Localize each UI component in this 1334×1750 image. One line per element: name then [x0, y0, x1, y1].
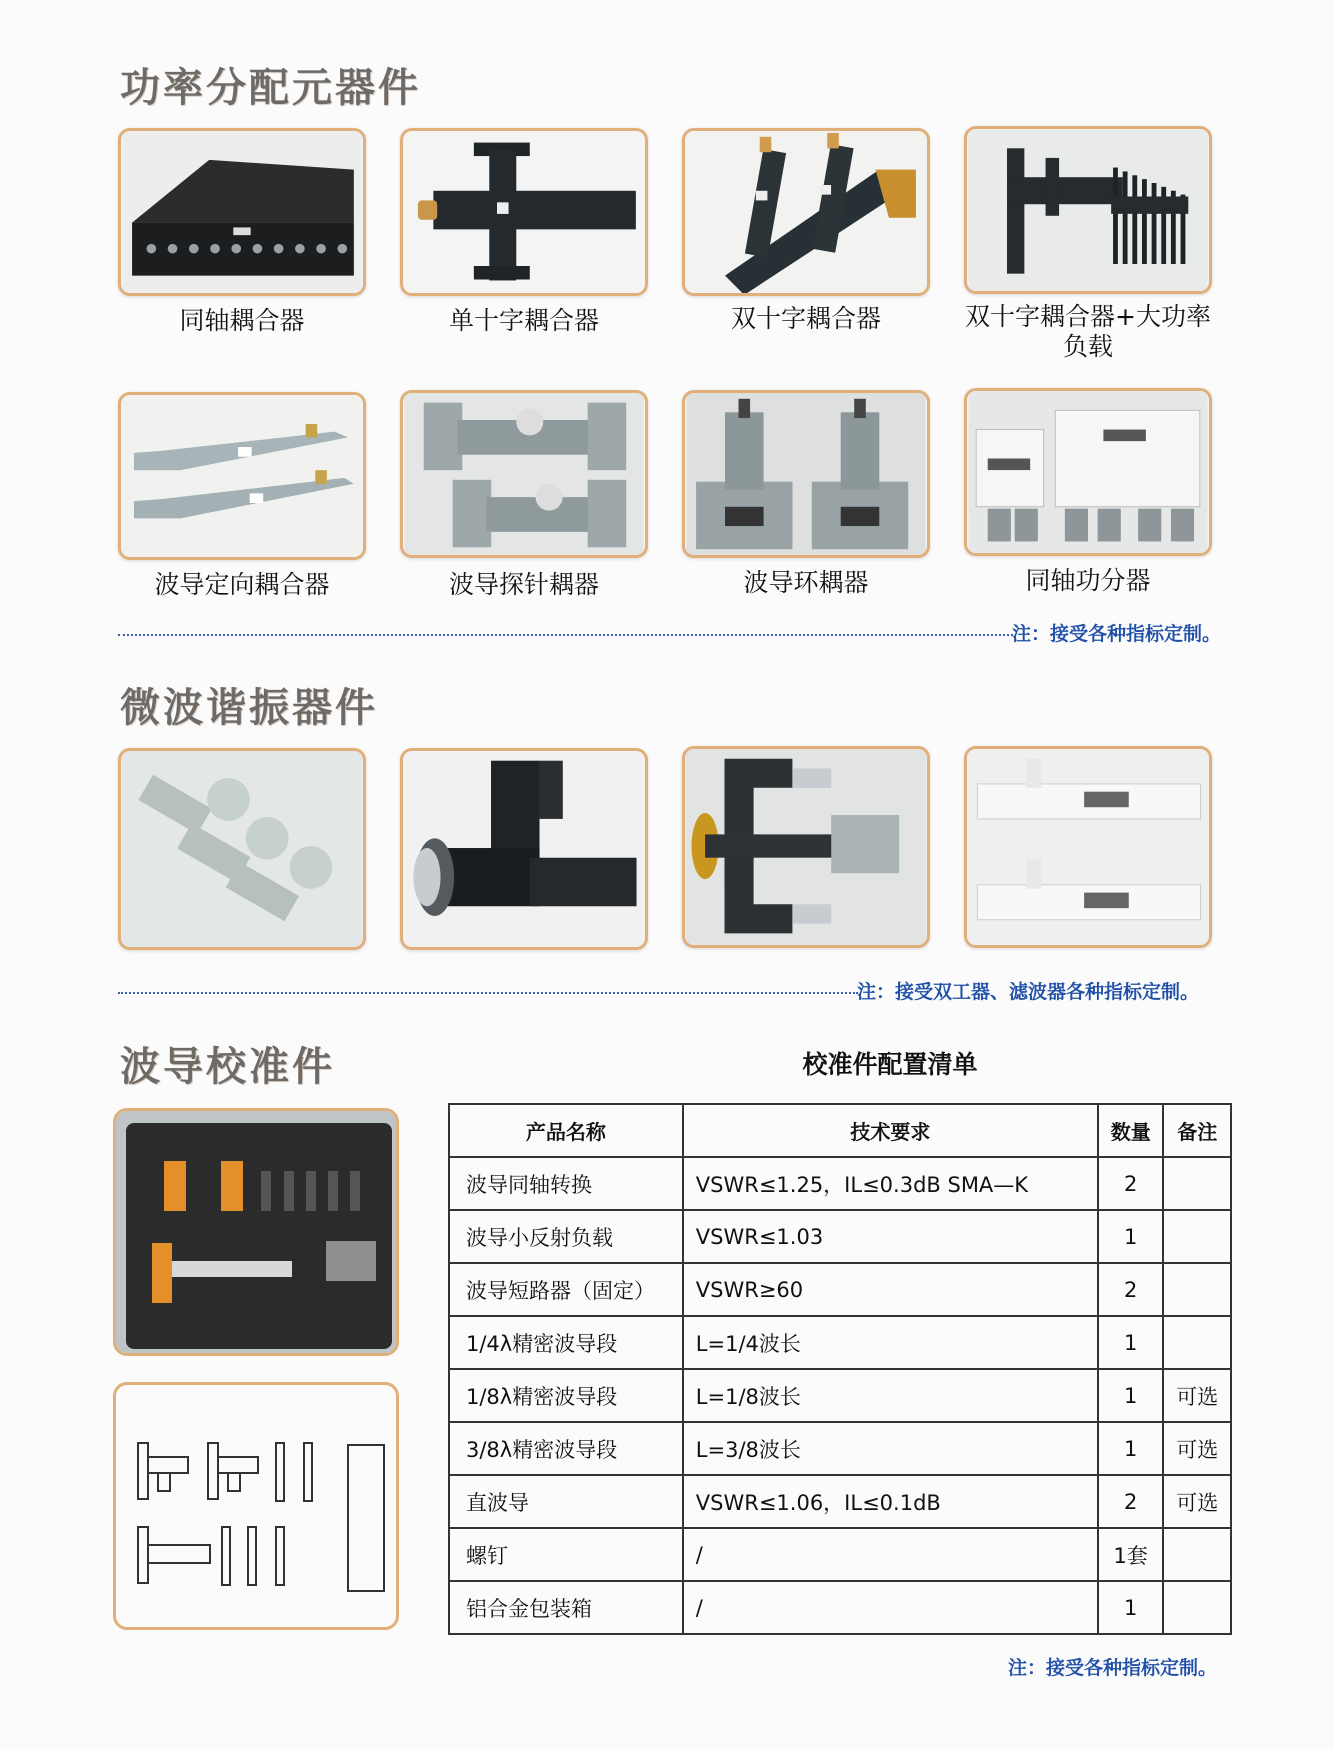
table-row: [449, 1157, 1231, 1210]
section-title-resonator: 微波谐振器件: [120, 685, 378, 731]
caption-double-cross-coupler: 双十字耦合器: [730, 304, 881, 333]
cell-tech-requirement: L=1/4波长: [683, 1316, 1098, 1369]
table-header-row: [449, 1104, 1231, 1157]
caption-loop-coupler: 波导环耦器: [743, 568, 869, 597]
cell-remark: [1163, 1210, 1231, 1263]
note-calibration: 注：接受各种指标定制。: [1008, 1657, 1218, 1679]
calibration-kit-photo: [113, 1108, 399, 1356]
cell-tech-requirement: /: [683, 1581, 1098, 1634]
cell-remark: [1163, 1581, 1231, 1634]
product-image-probe-coupler: [400, 390, 648, 558]
cell-product-name: 3/8λ精密波导段: [449, 1422, 683, 1475]
resonator-image-2: [400, 748, 648, 950]
loop-coupler-illustration: [685, 393, 927, 555]
table-row: [449, 1475, 1231, 1528]
cell-tech-requirement: L=1/8波长: [683, 1369, 1098, 1422]
cell-quantity: 1: [1098, 1422, 1164, 1475]
table-row: [449, 1263, 1231, 1316]
calibration-kit-layout-diagram: [116, 1385, 399, 1630]
table-row: [449, 1210, 1231, 1263]
caption-power-divider: 同轴功分器: [1025, 566, 1151, 595]
cell-quantity: 1: [1098, 1369, 1164, 1422]
divider-power: [118, 634, 1013, 636]
cell-product-name: 1/8λ精密波导段: [449, 1369, 683, 1422]
cell-quantity: 1: [1098, 1581, 1164, 1634]
resonator-2-illustration: [403, 751, 645, 947]
note-power: 注：接受各种指标定制。: [1012, 623, 1222, 645]
cell-remark: 可选: [1163, 1422, 1231, 1475]
caption-coaxial-coupler: 同轴耦合器: [179, 306, 305, 335]
product-image-power-divider: [964, 388, 1212, 556]
section-title-power: 功率分配元器件: [120, 65, 421, 111]
cell-remark: [1163, 1157, 1231, 1210]
product-image-double-cross-coupler: [682, 128, 930, 296]
product-image-loop-coupler: [682, 390, 930, 558]
divider-resonator: [118, 992, 858, 994]
cell-quantity: 2: [1098, 1157, 1164, 1210]
resonator-4-illustration: [967, 749, 1209, 945]
calibration-kit-diagram: [113, 1382, 399, 1630]
cell-product-name: 直波导: [449, 1475, 683, 1528]
product-image-coaxial-coupler: [118, 128, 366, 296]
table-row: [449, 1581, 1231, 1634]
resonator-image-4: [964, 746, 1212, 948]
cell-product-name: 波导小反射负载: [449, 1210, 683, 1263]
table-row: [449, 1369, 1231, 1422]
cell-remark: [1163, 1263, 1231, 1316]
cell-quantity: 1: [1098, 1210, 1164, 1263]
header-remark: 备注: [1163, 1104, 1231, 1157]
cell-product-name: 1/4λ精密波导段: [449, 1316, 683, 1369]
table-row: [449, 1316, 1231, 1369]
cell-quantity: 2: [1098, 1263, 1164, 1316]
product-image-single-cross-coupler: [400, 128, 648, 296]
header-tech-requirement: 技术要求: [683, 1104, 1098, 1157]
cell-tech-requirement: VSWR≥60: [683, 1263, 1098, 1316]
caption-coupler-with-load: 双十字耦合器+大功率负载: [965, 302, 1211, 361]
resonator-1-illustration: [121, 751, 363, 947]
cell-quantity: 1套: [1098, 1528, 1164, 1581]
calibration-config-table: [448, 1103, 1232, 1635]
cell-product-name: 螺钉: [449, 1528, 683, 1581]
cell-tech-requirement: L=3/8波长: [683, 1422, 1098, 1475]
resonator-3-illustration: [685, 749, 927, 945]
cell-remark: 可选: [1163, 1475, 1231, 1528]
coupler-with-load-illustration: [967, 129, 1209, 291]
table-row: [449, 1528, 1231, 1581]
product-image-coupler-with-load: [964, 126, 1212, 294]
calibration-kit-illustration: [116, 1111, 399, 1356]
cell-remark: [1163, 1528, 1231, 1581]
caption-probe-coupler: 波导探针耦器: [448, 570, 599, 599]
single-cross-coupler-illustration: [403, 131, 645, 293]
note-resonator: 注：接受双工器、滤波器各种指标定制。: [857, 981, 1200, 1003]
resonator-image-1: [118, 748, 366, 950]
cell-tech-requirement: VSWR≤1.03: [683, 1210, 1098, 1263]
header-product-name: 产品名称: [449, 1104, 683, 1157]
cell-product-name: 波导同轴转换: [449, 1157, 683, 1210]
cell-quantity: 2: [1098, 1475, 1164, 1528]
section-title-calibration: 波导校准件: [120, 1044, 335, 1090]
caption-directional-coupler: 波导定向耦合器: [154, 570, 330, 599]
cell-remark: 可选: [1163, 1369, 1231, 1422]
table-title: 校准件配置清单: [802, 1050, 978, 1079]
cell-product-name: 铝合金包装箱: [449, 1581, 683, 1634]
header-quantity: 数量: [1098, 1104, 1164, 1157]
double-cross-coupler-illustration: [685, 131, 927, 293]
cell-remark: [1163, 1316, 1231, 1369]
table-row: [449, 1422, 1231, 1475]
product-image-directional-coupler: [118, 392, 366, 560]
cell-quantity: 1: [1098, 1316, 1164, 1369]
coaxial-coupler-illustration: [121, 131, 363, 293]
cell-tech-requirement: VSWR≤1.06，IL≤0.1dB: [683, 1475, 1098, 1528]
resonator-image-3: [682, 746, 930, 948]
power-divider-illustration: [967, 391, 1209, 553]
cell-tech-requirement: /: [683, 1528, 1098, 1581]
cell-tech-requirement: VSWR≤1.25，IL≤0.3dB SMA—K: [683, 1157, 1098, 1210]
caption-single-cross-coupler: 单十字耦合器: [448, 306, 599, 335]
directional-coupler-illustration: [121, 395, 363, 557]
probe-coupler-illustration: [403, 393, 645, 555]
cell-product-name: 波导短路器（固定）: [449, 1263, 683, 1316]
